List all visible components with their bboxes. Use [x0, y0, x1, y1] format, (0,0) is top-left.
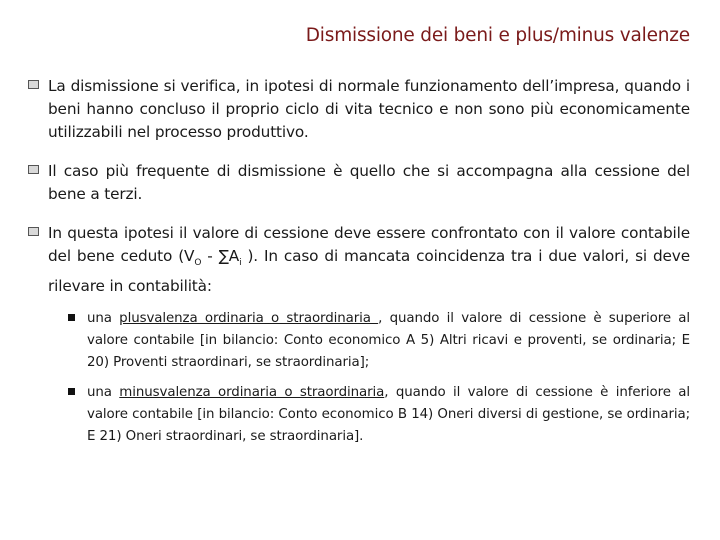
minusvalenza-term: minusvalenza ordinaria o straordinaria [119, 385, 385, 401]
plusvalenza-term: plusvalenza ordinaria o straordinaria [119, 311, 379, 327]
square-bullet-icon [68, 388, 75, 395]
bullet-text-part: In questa ipotesi il valore di cessione deve essere confrontato con il valore contabile del bene ceduto (V [48, 224, 690, 265]
sub-bullet-text [87, 308, 690, 374]
bullet-text: La dismissione si verifica, in ipotesi di normale funzionamento dell’impresa, quando i beni hanno concluso il proprio ciclo di vita tecnico e non sono più economicamente utilizzabili nel processo produttivo. [48, 77, 690, 141]
bullet-list [28, 75, 690, 472]
bullet-text [48, 222, 690, 456]
subscript-i: i [239, 258, 242, 269]
sub-bullet-rest: , quando il valore di cessione è superiore al valore contabile [in bilancio: Conto economico A 5) Altri ricavi e proventi, se ordinaria; E 20) Proventi straordinari, se straordinaria]; [87, 311, 690, 371]
checkbox-bullet-icon [28, 227, 39, 236]
sub-bullet-prefix: una [87, 311, 120, 327]
bullet-text: Il caso più frequente di dismissione è quello che si accompagna alla cessione del bene a terzi. [48, 162, 690, 203]
subscript-o: O [194, 258, 202, 269]
bullet-item [28, 75, 690, 144]
sub-bullet-item [68, 382, 690, 448]
sub-bullet-text [87, 382, 690, 448]
checkbox-bullet-icon [28, 80, 39, 89]
bullet-item [28, 222, 690, 456]
checkbox-bullet-icon [28, 165, 39, 174]
square-bullet-icon [68, 314, 75, 321]
page-title: Dismissione dei beni e plus/minus valenze [305, 25, 690, 46]
sub-bullet-rest: , quando il valore di cessione è inferiore al valore contabile [in bilancio: Conto economico B 14) Oneri diversi di gestione, se ordinaria; E 21) Oneri straordinari, se straordinaria]. [87, 385, 690, 445]
sub-bullet-item [68, 308, 690, 374]
bullet-item [28, 160, 690, 206]
sub-bullet-list [68, 308, 690, 448]
bullet-text-part: ). In caso di mancata coincidenza tra i due valori, si deve rilevare in contabilità: [48, 247, 690, 296]
bullet-text-part: - ∑A [201, 247, 240, 265]
sub-bullet-prefix: una [87, 385, 120, 401]
